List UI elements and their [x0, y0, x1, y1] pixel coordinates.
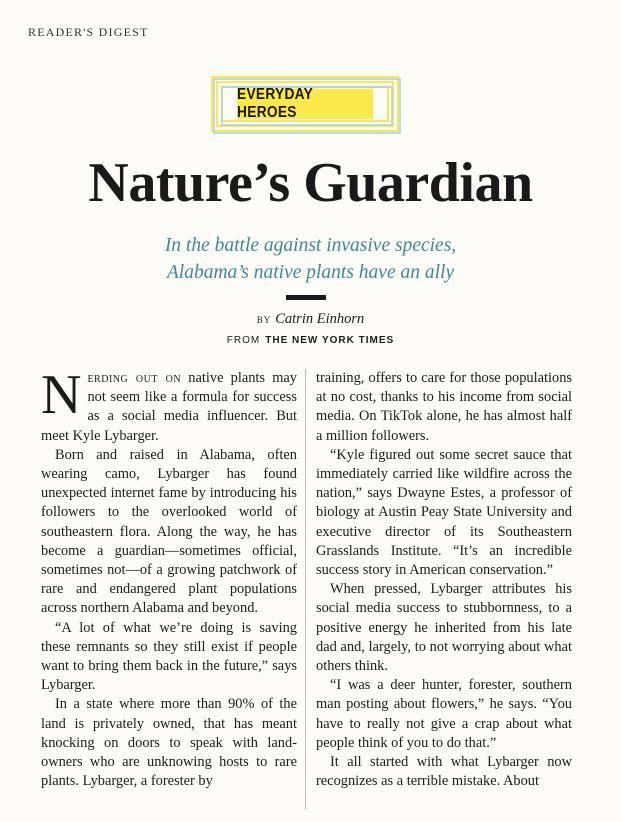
byline-prefix: BY: [256, 315, 272, 325]
source-publication: THE NEW YORK TIMES: [265, 335, 395, 346]
title-rule: [286, 295, 326, 300]
dek-line-1: In the battle against invasive species,: [164, 235, 457, 256]
paragraph: Born and raised in Alabama, often wearing camo, Lybarger has found unexpected internet fame by introducing his followers to the overlooked world of southeastern flora. Along the way, he has become a guardian—sometimes official, sometimes not—of a growing patchwork of rare and endangered plant populations across northern Alabama and beyond.: [41, 446, 297, 617]
article-column-left: [41, 364, 297, 791]
paragraph: [41, 364, 297, 446]
lead-in: erding out on: [87, 370, 182, 386]
column-divider: [305, 369, 306, 809]
source-prefix: FROM: [226, 335, 261, 346]
section-badge: [208, 73, 402, 135]
article-column-right: [316, 369, 572, 791]
paragraph: In a state where more than 90% of the land is privately owned, that has meant knocking on doors to speak with landowners who are unknowing hosts to rare plants. Lybarger, a forester by: [41, 696, 297, 790]
byline: [0, 311, 621, 328]
paragraph: When pressed, Lybarger attributes his social media success to stubbornness, to a positive energy he inherited from his late dad and, largely, to not worrying about what others think.: [316, 581, 572, 675]
source-credit: [0, 335, 621, 346]
drop-cap: N: [41, 364, 82, 426]
byline-author: Catrin Einhorn: [275, 311, 365, 327]
paragraph: “Kyle figured out some secret sauce that immediately carried like wildfire across the nation,” says Dwayne Estes, a professor of biology at Austin Peay State University and executive director of its Southeastern Grasslands Institute. “It’s an incredible success story in American conservation.”: [316, 446, 572, 579]
paragraph: “I was a deer hunter, forester, southern man posting about flowers,” he says. “You have to really not give a crap about what people think of you to do that.”: [316, 677, 572, 751]
paragraph-text: native plants may not seem like a formula for success as a social media influencer. But meet Kyle Lybarger.: [41, 370, 297, 444]
paragraph: “A lot of what we’re doing is saving these remnants so they still exist if people want to bring them back in the future,” says Lybarger.: [41, 619, 297, 694]
article-title: Nature’s Guardian: [88, 152, 533, 214]
paragraph: It all started with what Lybarger now recognizes as a terrible mistake. About: [316, 754, 572, 790]
badge-label: EVERYDAY HEROES: [237, 89, 373, 119]
dek-line-2: Alabama’s native plants have an ally: [166, 262, 455, 283]
article-dek: [0, 232, 621, 286]
paragraph: training, offers to care for those populations at no cost, thanks to his income from social media. On TikTok alone, he has almost half a million followers.: [316, 370, 572, 444]
masthead: READER'S DIGEST: [28, 25, 149, 39]
